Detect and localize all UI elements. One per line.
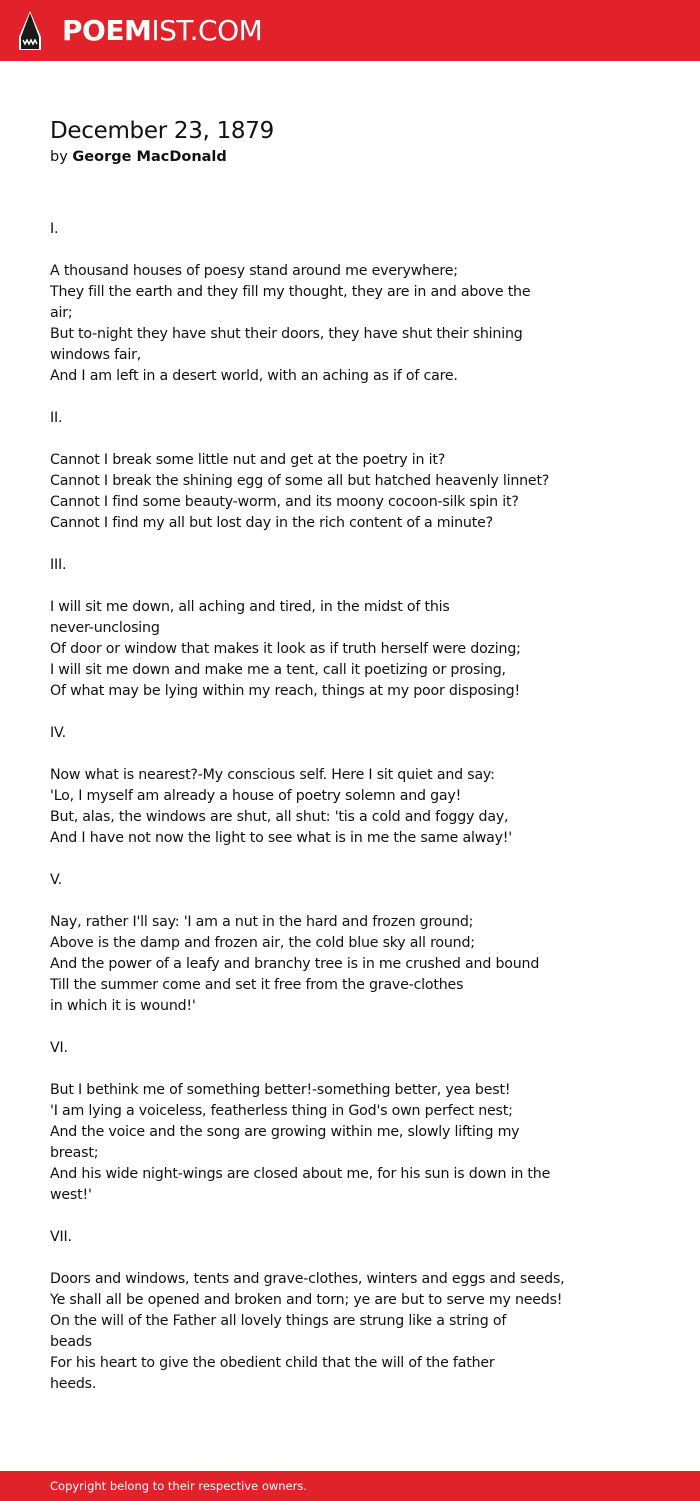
by-label: by — [50, 149, 68, 165]
site-header — [0, 0, 700, 61]
poem-line: And I have not now the light to see what is in me the same alway!' — [50, 830, 512, 846]
poem-line: II. — [50, 410, 63, 426]
poem-line: Nay, rather I'll say: 'I am a nut in the hard and frozen ground; — [50, 914, 474, 930]
poem-line: VI. — [50, 1040, 68, 1056]
poem-line: 'I am lying a voiceless, featherless thing in God's own perfect nest; — [50, 1103, 513, 1119]
poem-line: west!' — [50, 1187, 92, 1203]
poem-line: heeds. — [50, 1376, 97, 1392]
poem-line: They fill the earth and they fill my thought, they are in and above the — [50, 284, 531, 300]
poem-header — [50, 116, 650, 168]
poem-line: III. — [50, 557, 67, 573]
site-logo[interactable] — [62, 14, 262, 48]
stanza-gap — [50, 576, 650, 597]
poem-line: Cannot I break some little nut and get at the poetry in it? — [50, 452, 446, 468]
poem-line: But to-night they have shut their doors, they have shut their shining — [50, 326, 523, 342]
stanza-gap — [50, 702, 650, 723]
poem-line: And I am left in a desert world, with an aching as if of care. — [50, 368, 458, 384]
poem-line: I will sit me down, all aching and tired, in the midst of this — [50, 599, 450, 615]
poem-line: Now what is nearest?-My conscious self. Here I sit quiet and say: — [50, 767, 495, 783]
site-footer — [0, 1471, 700, 1501]
poem-body — [50, 219, 650, 1395]
poem-line: V. — [50, 872, 62, 888]
poem-line: beads — [50, 1334, 92, 1350]
poem-line: Cannot I break the shining egg of some all but hatched heavenly linnet? — [50, 473, 550, 489]
stanza-gap — [50, 429, 650, 450]
poem-line: Cannot I find some beauty-worm, and its moony cocoon-silk spin it? — [50, 494, 519, 510]
logo-bold-part: POEM — [62, 14, 152, 47]
poem-line: VII. — [50, 1229, 72, 1245]
stanza-gap — [50, 1017, 650, 1038]
poem-line: Ye shall all be opened and broken and torn; ye are but to serve my needs! — [50, 1292, 563, 1308]
pen-nib-icon — [18, 10, 42, 51]
poem-line: Of what may be lying within my reach, things at my poor disposing! — [50, 683, 520, 699]
copyright-text: Copyright belong to their respective owners. — [50, 1479, 308, 1493]
stanza-gap — [50, 744, 650, 765]
stanza-gap — [50, 240, 650, 261]
stanza-gap — [50, 891, 650, 912]
poem-line: For his heart to give the obedient child that the will of the father — [50, 1355, 495, 1371]
poem-line: windows fair, — [50, 347, 142, 363]
poem-line: And his wide night-wings are closed about me, for his sun is down in the — [50, 1166, 551, 1182]
poem-line: I will sit me down and make me a tent, call it poetizing or prosing, — [50, 662, 506, 678]
poem-line: On the will of the Father all lovely things are strung like a string of — [50, 1313, 507, 1329]
poem-line: I. — [50, 221, 59, 237]
logo-light-part: IST.COM — [151, 14, 263, 47]
author-name: George MacDonald — [72, 149, 227, 165]
poem-line: And the voice and the song are growing within me, slowly lifting my — [50, 1124, 520, 1140]
poem-title: December 23, 1879 — [50, 118, 274, 144]
poem-line: Doors and windows, tents and grave-clothes, winters and eggs and seeds, — [50, 1271, 565, 1287]
stanza-gap — [50, 387, 650, 408]
poem-line: IV. — [50, 725, 66, 741]
poem-line: Cannot I find my all but lost day in the rich content of a minute? — [50, 515, 493, 531]
stanza-gap — [50, 534, 650, 555]
poem-line: But I bethink me of something better!-something better, yea best! — [50, 1082, 511, 1098]
poem-line: Till the summer come and set it free from the grave-clothes — [50, 977, 464, 993]
poem-line: But, alas, the windows are shut, all shut: 'tis a cold and foggy day, — [50, 809, 509, 825]
poem-line: Of door or window that makes it look as if truth herself were dozing; — [50, 641, 521, 657]
poem-line: breast; — [50, 1145, 99, 1161]
poem-line: A thousand houses of poesy stand around me everywhere; — [50, 263, 458, 279]
poem-line: air; — [50, 305, 73, 321]
poem-line: never-unclosing — [50, 620, 160, 636]
byline — [50, 146, 650, 168]
poem-line: And the power of a leafy and branchy tree is in me crushed and bound — [50, 956, 540, 972]
stanza-gap — [50, 1206, 650, 1227]
stanza-gap — [50, 849, 650, 870]
stanza-gap — [50, 1248, 650, 1269]
poem-line: in which it is wound!' — [50, 998, 196, 1014]
poem-line: Above is the damp and frozen air, the cold blue sky all round; — [50, 935, 475, 951]
stanza-gap — [50, 1059, 650, 1080]
poem-line: 'Lo, I myself am already a house of poetry solemn and gay! — [50, 788, 462, 804]
